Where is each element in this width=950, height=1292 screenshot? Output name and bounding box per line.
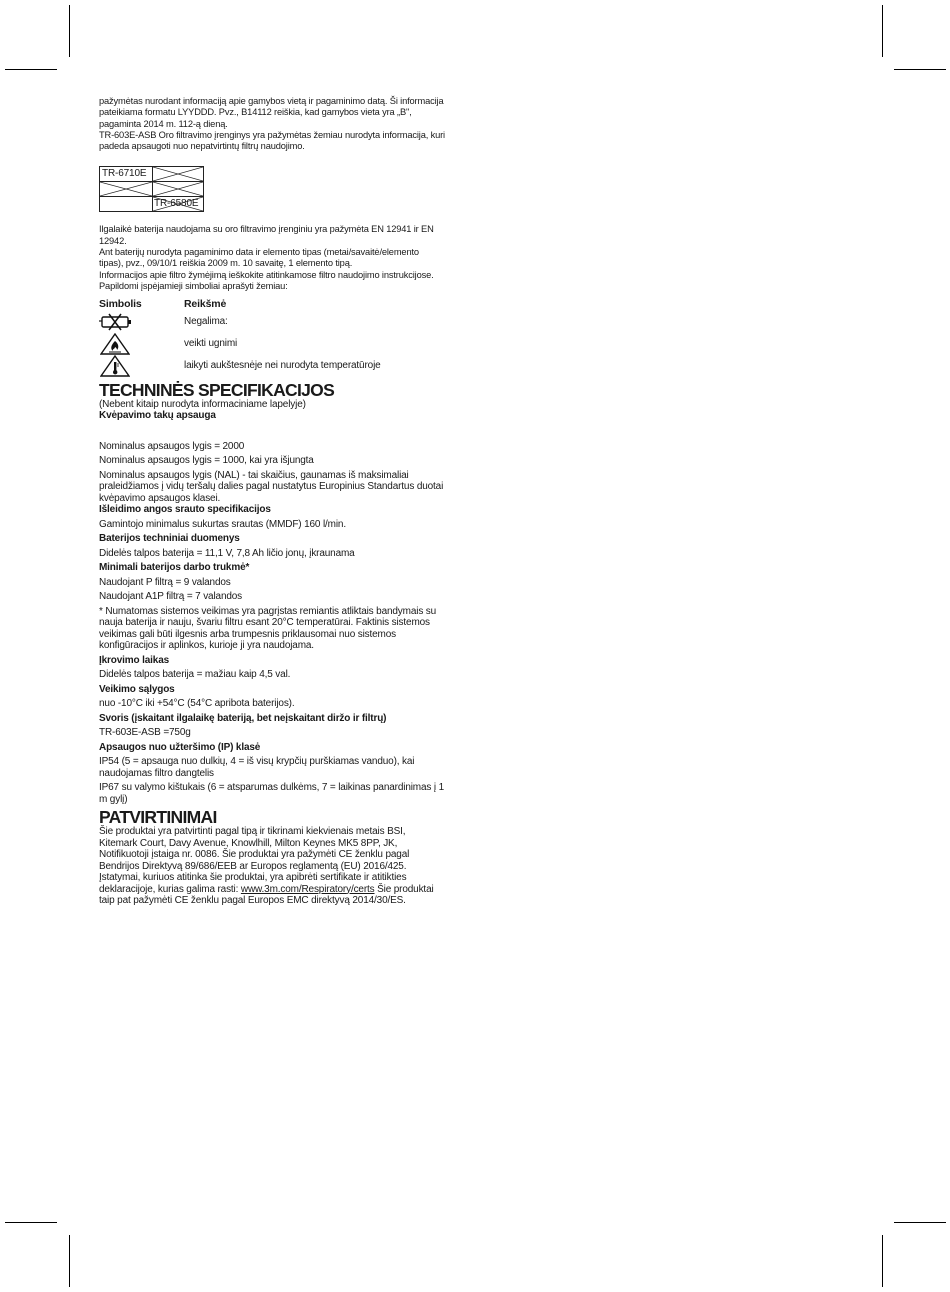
spec-ip67: IP67 su valymo kištukais (6 = atsparumas dulkėms, 7 = laikinas panardinimas į 1 m gylį) — [99, 782, 444, 805]
symbol-meaning: laikyti aukštesnėje nei nurodyta temperatūroje — [184, 360, 381, 372]
crop-mark-bottom-right-horizontal — [894, 1222, 946, 1223]
symbol-row — [99, 333, 445, 355]
cross-lines-icon — [100, 182, 152, 196]
specs-heading-runtime: Minimali baterijos darbo trukmė* — [99, 562, 250, 574]
cross-lines-icon — [153, 182, 203, 196]
specs-heading-operating: Veikimo sąlygos — [99, 683, 175, 695]
crop-mark-bottom-right-vertical — [882, 1235, 883, 1287]
spacer — [99, 422, 445, 438]
symbols-col-meaning: Reikšmė — [184, 298, 227, 311]
symbol-meaning: veikti ugnimi — [184, 338, 238, 350]
marking-bottom-text: TR-6580E — [154, 198, 199, 210]
spec-flow: Gamintojo minimalus sukurtas srautas (MMDF) 160 l/min. — [99, 518, 346, 530]
marking-cell-middle-crossed-2 — [153, 182, 204, 197]
symbol-meaning: Negalima: — [184, 316, 228, 328]
crop-mark-bottom-left-vertical — [69, 1235, 70, 1287]
spec-nal-3: Nominalus apsaugos lygis (NAL) - tai skaičius, gaunamas iš maksimaliai praleidžiamos į vidų teršalų dalies pagal nustatytus Europinius Standartus duotai kvėpavimo apsaugos klasei. — [99, 469, 444, 504]
crop-mark-top-right-vertical — [882, 5, 883, 57]
marking-cell-bottom-empty — [100, 197, 153, 212]
approvals-text-after-link: Šie produktai taip pat pažymėti CE ženklu pagal Europos EMC direktyvą 2014/30/ES. — [99, 883, 434, 907]
crop-mark-top-left-horizontal — [5, 69, 57, 70]
approvals-title: PATVIRTINIMAI — [99, 807, 217, 828]
symbol-row — [99, 355, 445, 377]
intro-paragraph-1: pažymėtas nurodant informaciją apie gamybos vietą ir pagaminimo datą. Ši informacija pateikiama formatu LYYDDD. Pvz., B14112 reiškia, kad gamybos vieta yra „B", pagaminta 2014 m. 112-ą dieną. — [99, 96, 444, 129]
spec-weight: TR-603E-ASB =750g — [99, 727, 191, 739]
crop-mark-top-left-vertical — [69, 5, 70, 57]
specs-heading-weight: Svoris (įskaitant ilgalaikę bateriją, bet neįskaitant diržo ir filtrų) — [99, 712, 387, 724]
marking-cell-middle-crossed — [100, 182, 153, 197]
specs-title: TECHNINĖS SPECIFIKACIJOS — [99, 379, 335, 400]
spec-runtime-p: Naudojant P filtrą = 9 valandos — [99, 576, 231, 588]
specs-heading-charging: Įkrovimo laikas — [99, 654, 170, 666]
specs-heading-respiratory: Kvėpavimo takų apsauga — [99, 410, 216, 422]
battery-paragraph-1: Ilgalaikė baterija naudojama su oro filtravimo įrenginiu yra pažymėta EN 12941 ir EN 12942. — [99, 224, 434, 246]
crossed-battery-icon — [99, 311, 184, 333]
approvals-text-before-link: Šie produktai yra patvirtinti pagal tipą ir tikrinami kiekvienais metais BSI, Kitemark Court, Davy Avenue, Knowlhill, Milton Keynes MK5 8PP, JK, Notifikuotoji įstaiga nr. 0086. Šie produktai yra pažymėti CE ženklu pagal Bendrijos Direktyvą 89/686/EEB ar Europos reglamentą (EU) 2016/425. Įstatymai, kuriuos atitinka šie produktai, yra apibrėti sertifikate ir atitikties deklaracijoje, kurias galima rasti: — [99, 826, 410, 895]
specs-heading-ip: Apsaugos nuo užteršimo (IP) klasė — [99, 741, 261, 753]
spec-nal-1: Nominalus apsaugos lygis = 2000 — [99, 440, 245, 452]
specs-heading-flow: Išleidimo angos srauto specifikacijos — [99, 504, 271, 516]
specs-heading-battery: Baterijos techniniai duomenys — [99, 533, 240, 545]
spec-runtime-a1p: Naudojant A1P filtrą = 7 valandos — [99, 591, 243, 603]
filter-marking-table — [99, 166, 204, 212]
fire-warning-icon — [99, 333, 184, 355]
certs-link[interactable]: www.3m.com/Respiratory/certs — [240, 883, 375, 895]
crop-mark-bottom-left-horizontal — [5, 1222, 57, 1223]
symbol-row — [99, 311, 445, 333]
spec-runtime-note: * Numatomas sistemos veikimas yra pagrįstas remiantis atliktais bandymais su nauja baterija ir nauju, švariu filtru esant 20°C temperatūrai. Faktinis sistemos veikimas gali būti ilgesnis arba trumpesnis priklausomai nuo sistemos konfigūracijos ir aplinkos, kurioje ji yra naudojama. — [99, 605, 437, 652]
spec-charging: Didelės talpos baterija = mažiau kaip 4,5 val. — [99, 669, 291, 681]
battery-paragraph-4: Papildomi įspėjamieji simboliai aprašyti žemiau: — [99, 280, 288, 291]
battery-paragraph-2: Ant baterijų nurodyta pagaminimo data ir elemento tipas (metai/savaitė/elemento tipas), pvz., 09/10/1 reiškia 2009 m. 10 savaitę, 1 elemento tipą. — [99, 247, 419, 269]
spec-ip54: IP54 (5 = apsauga nuo dulkių, 4 = iš visų krypčių purškiamas vanduo), kai naudojamas filtro dangtelis — [99, 756, 415, 779]
document-column — [99, 96, 445, 907]
cross-lines-icon — [153, 167, 203, 181]
intro-paragraph-2: TR-603E-ASB Oro filtravimo įrenginys yra pažymėtas žemiau nurodyta informacija, kuri padeda apsaugoti nuo nepatvirtintų filtrų naudojimo. — [99, 129, 445, 152]
symbols-header — [99, 299, 445, 311]
marking-cell-top-label: TR-6710E — [100, 167, 153, 182]
symbols-col-symbol: Simbolis — [99, 298, 142, 311]
spec-battery: Didelės talpos baterija = 11,1 V, 7,8 Ah ličio jonų, įkraunama — [99, 547, 355, 559]
specs-subtitle: (Nebent kitaip nurodyta informaciniame lapelyje) — [99, 398, 306, 410]
marking-cell-top-crossed — [153, 167, 204, 182]
approvals-paragraph — [99, 826, 445, 907]
spec-nal-2: Nominalus apsaugos lygis = 1000, kai yra išjungta — [99, 455, 314, 467]
high-temperature-warning-icon — [99, 355, 184, 377]
spec-operating: nuo -10°C iki +54°C (54°C apribota baterijos). — [99, 698, 295, 710]
crop-mark-top-right-horizontal — [894, 69, 946, 70]
battery-paragraph-3: Informacijos apie filtro žymėjimą ieškokite atitinkamose filtro naudojimo instrukcijose. — [99, 269, 434, 280]
marking-cell-bottom-label — [153, 197, 204, 212]
